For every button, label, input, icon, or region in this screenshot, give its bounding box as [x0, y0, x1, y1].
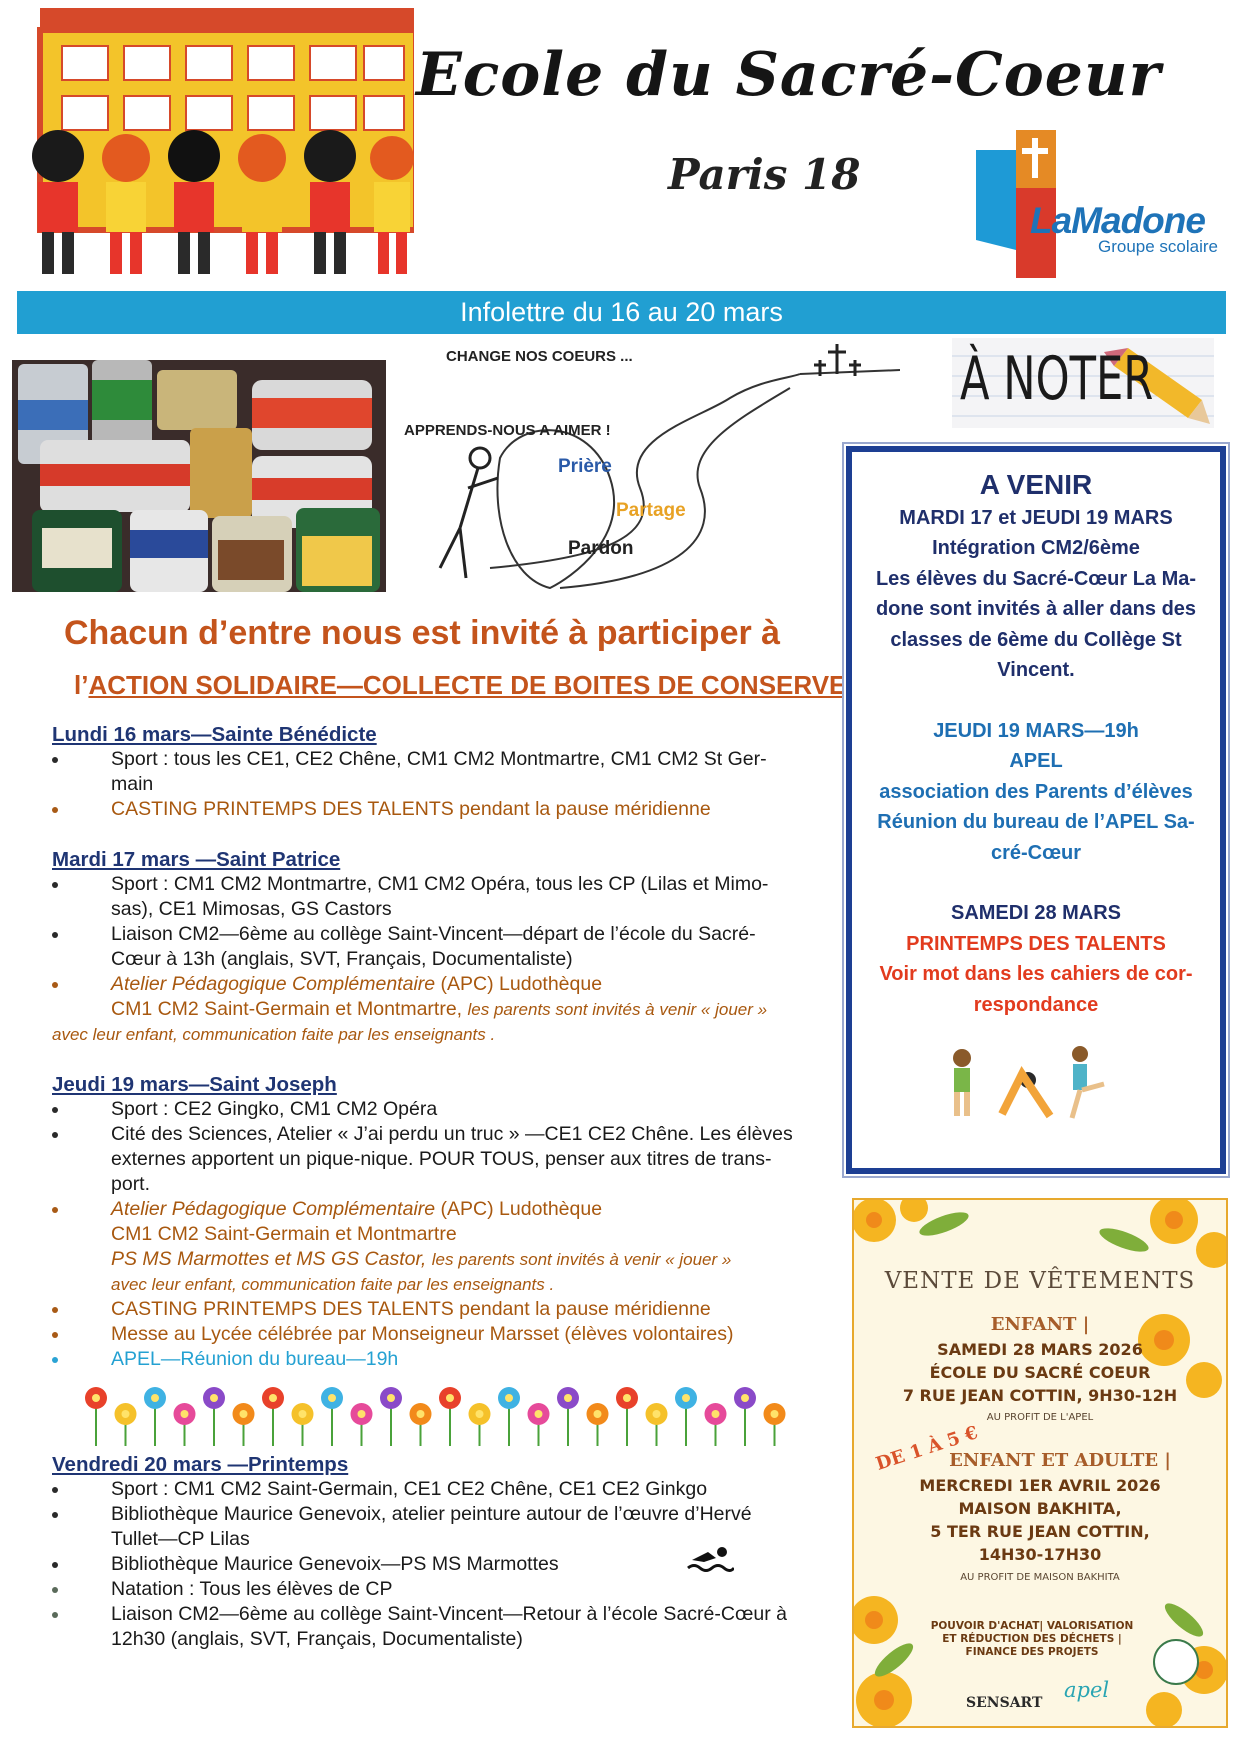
solidarity-action: ACTION SOLIDAIRE—COLLECTE DE BOITES DE CONSERVE — [88, 670, 847, 700]
prayer-word-2: Partage — [616, 500, 686, 521]
list-item: Natation : Tous les élèves de CP — [52, 1577, 848, 1602]
list-item: Bibliothèque Maurice Genevoix, atelier peinture autour de l’œuvre d’Hervé Tullet—CP Lilas — [52, 1502, 848, 1552]
bullet-icon — [52, 807, 58, 813]
day-title: Mardi 17 mars —Saint Patrice — [52, 848, 341, 871]
event-title: Intégration CM2/6ème — [932, 537, 1140, 559]
food-cans-photo — [12, 360, 386, 592]
list-item: Atelier Pédagogique Complémentaire (APC) Ludothèque CM1 CM2 Saint-Germain et Montmartre PS MS Marmottes et MS GS Castor, les parents sont invités à venir « jouer » avec leur enfant, communication faite par les enseignants . — [52, 1197, 848, 1297]
list-item: APEL—Réunion du bureau—19h — [52, 1347, 848, 1372]
day-lundi — [52, 722, 848, 822]
note-line: avec leur enfant, communication faite par les enseignants . — [52, 1025, 496, 1044]
list-item: Sport : tous les CE1, CE2 Chêne, CM1 CM2 Montmartre, CM1 CM2 St Ger- main — [52, 747, 848, 797]
solidarity-headline: Chacun d’entre nous est invité à participer à — [64, 614, 781, 652]
event-title: PRINTEMPS DES TALENTS — [906, 932, 1166, 955]
list-item: Sport : CE2 Gingko, CM1 CM2 Opéra — [52, 1097, 848, 1122]
bullet-icon — [52, 1562, 58, 1568]
prayer-line-2: APPRENDS-NOUS A AIMER ! — [404, 422, 611, 439]
a-venir-title: A VENIR — [979, 469, 1093, 500]
bullet-icon — [52, 1332, 58, 1338]
prayer-illustration — [400, 338, 900, 606]
bullet-icon — [52, 757, 58, 763]
bullet-icon — [52, 932, 58, 938]
list-item: CASTING PRINTEMPS DES TALENTS pendant la pause méridienne — [52, 797, 848, 822]
bullet-icon — [52, 1207, 58, 1213]
clothes-sale-poster — [852, 1198, 1228, 1728]
list-item: CASTING PRINTEMPS DES TALENTS pendant la pause méridienne — [52, 1297, 848, 1322]
prayer-word-3: Pardon — [568, 538, 634, 559]
list-item: Liaison CM2—6ème au collège Saint-Vincent—Retour à l’école Sacré-Cœur à 12h30 (anglais, SVT, Français, Documentaliste) — [52, 1602, 848, 1652]
school-title: Ecole du Sacré-Coeur — [416, 40, 1162, 110]
week-program — [52, 722, 848, 1652]
day-vendredi — [52, 1452, 848, 1652]
school-children-illustration — [14, 6, 414, 290]
school-subtitle: Paris 18 — [668, 150, 861, 199]
event-text: respondance — [973, 993, 1099, 1016]
list-item: Atelier Pédagogique Complémentaire (APC) Ludothèque CM1 CM2 Saint-Germain et Montmartre, les parents sont invités à venir « jouer » — [52, 972, 848, 1022]
day-jeudi — [52, 1072, 848, 1372]
bullet-icon — [52, 882, 58, 888]
event-date: MARDI 17 et JEUDI 19 MARS — [899, 506, 1173, 529]
a-venir-box — [846, 446, 1226, 1174]
bullet-icon — [52, 1357, 58, 1363]
poster-title: VENTE DE VÊTEMENTS — [884, 1268, 1196, 1294]
bullet-icon — [52, 1307, 58, 1313]
bullet-icon — [52, 1512, 58, 1518]
logo-name: LaMadone — [1030, 200, 1205, 241]
list-item: Sport : CM1 CM2 Montmartre, CM1 CM2 Opéra, tous les CP (Lilas et Mimo- sas), CE1 Mimosas, GS Castors — [52, 872, 848, 922]
event-text: cré-Cœur — [990, 841, 1081, 864]
list-item: Bibliothèque Maurice Genevoix—PS MS Marmottes — [52, 1552, 848, 1577]
list-item: Messe au Lycée célébrée par Monseigneur Marsset (élèves volontaires) — [52, 1322, 848, 1347]
event-text: association des Parents d’élèves — [879, 780, 1193, 803]
list-item: Cité des Sciences, Atelier « J’ai perdu un truc » —CE1 CE2 Chêne. Les élèves externes apportent un pique-nique. POUR TOUS, penser aux titres de trans- port. — [52, 1122, 848, 1197]
bullet-icon — [52, 1587, 58, 1593]
newsletter-title: Infolettre du 16 au 20 mars — [460, 297, 783, 327]
children-yoga-illustration — [932, 1044, 1112, 1124]
logo-tagline: Groupe scolaire — [1098, 237, 1219, 256]
bullet-icon — [52, 1612, 58, 1618]
road-to-cross-drawing — [400, 338, 900, 606]
bullet-icon — [52, 1132, 58, 1138]
poster-place-1: ÉCOLE DU SACRÉ COEUR — [929, 1363, 1151, 1382]
a-noter-title: À NOTER — [960, 344, 1154, 414]
poster-place-2: MAISON BAKHITA, — [958, 1499, 1122, 1518]
day-title: Jeudi 19 mars—Saint Joseph — [52, 1073, 337, 1096]
newsletter-band — [17, 291, 1226, 334]
event-text: classes de 6ème du Collège St — [890, 628, 1182, 651]
prayer-line-1: CHANGE NOS COEURS ... — [446, 348, 633, 365]
bullet-icon — [52, 1487, 58, 1493]
apel-logo: apel — [1064, 1678, 1110, 1702]
poster-date-2: MERCREDI 1ER AVRIL 2026 — [919, 1476, 1161, 1495]
poster-enfant: ENFANT | — [990, 1314, 1090, 1335]
flowers-border — [82, 1380, 802, 1450]
event-text: done sont invités à aller dans des — [875, 598, 1197, 620]
poster-profit-2: AU PROFIT DE MAISON BAKHITA — [960, 1572, 1120, 1583]
poster-address-2: 5 TER RUE JEAN COTTIN, — [930, 1522, 1150, 1541]
day-mardi — [52, 847, 848, 1047]
prayer-word-1: Prière — [558, 456, 612, 477]
event-date: JEUDI 19 MARS—19h — [933, 719, 1139, 742]
bullet-icon — [52, 982, 58, 988]
list-item: Sport : CM1 CM2 Saint-Germain, CE1 CE2 Chêne, CE1 CE2 Ginkgo — [52, 1477, 848, 1502]
swimmer-icon — [686, 1544, 734, 1574]
event-text: Les élèves du Sacré-Cœur La Ma- — [875, 567, 1197, 590]
poster-benefits: POUVOIR D'ACHAT| VALORISATION ET RÉDUCTION DES DÉCHETS | FINANCE DES PROJETS — [930, 1620, 1134, 1658]
day-title: Vendredi 20 mars —Printemps — [52, 1453, 349, 1476]
poster-price: DE 1 À 5 € — [873, 1422, 981, 1475]
event-text: Réunion du bureau de l’APEL Sa- — [877, 811, 1195, 833]
event-title: APEL — [1009, 750, 1063, 772]
poster-profit-1: AU PROFIT DE L'APEL — [986, 1412, 1094, 1423]
poster-address-1: 7 RUE JEAN COTTIN, 9H30-12H — [902, 1386, 1178, 1405]
event-text: Vincent. — [997, 659, 1075, 681]
list-item: Liaison CM2—6ème au collège Saint-Vincent—départ de l’école du Sacré- Cœur à 13h (anglais, SVT, Français, Documentaliste) — [52, 922, 848, 972]
solidarity-prefix: l’ — [74, 670, 89, 700]
day-title: Lundi 16 mars—Sainte Bénédicte — [52, 723, 377, 746]
flowers-decoration — [52, 1372, 848, 1452]
poster-hours-2: 14H30-17H30 — [978, 1545, 1102, 1564]
event-text: Voir mot dans les cahiers de cor- — [879, 963, 1193, 985]
solidarity-subheadline — [74, 670, 854, 701]
poster-enfant-adulte: ENFANT ET ADULTE | — [949, 1450, 1171, 1471]
sensart-logo: SENSART — [966, 1695, 1043, 1711]
a-noter-banner — [952, 338, 1214, 428]
event-date: SAMEDI 28 MARS — [950, 902, 1122, 924]
poster-date-1: SAMEDI 28 MARS 2026 — [937, 1340, 1143, 1359]
bullet-icon — [52, 1107, 58, 1113]
